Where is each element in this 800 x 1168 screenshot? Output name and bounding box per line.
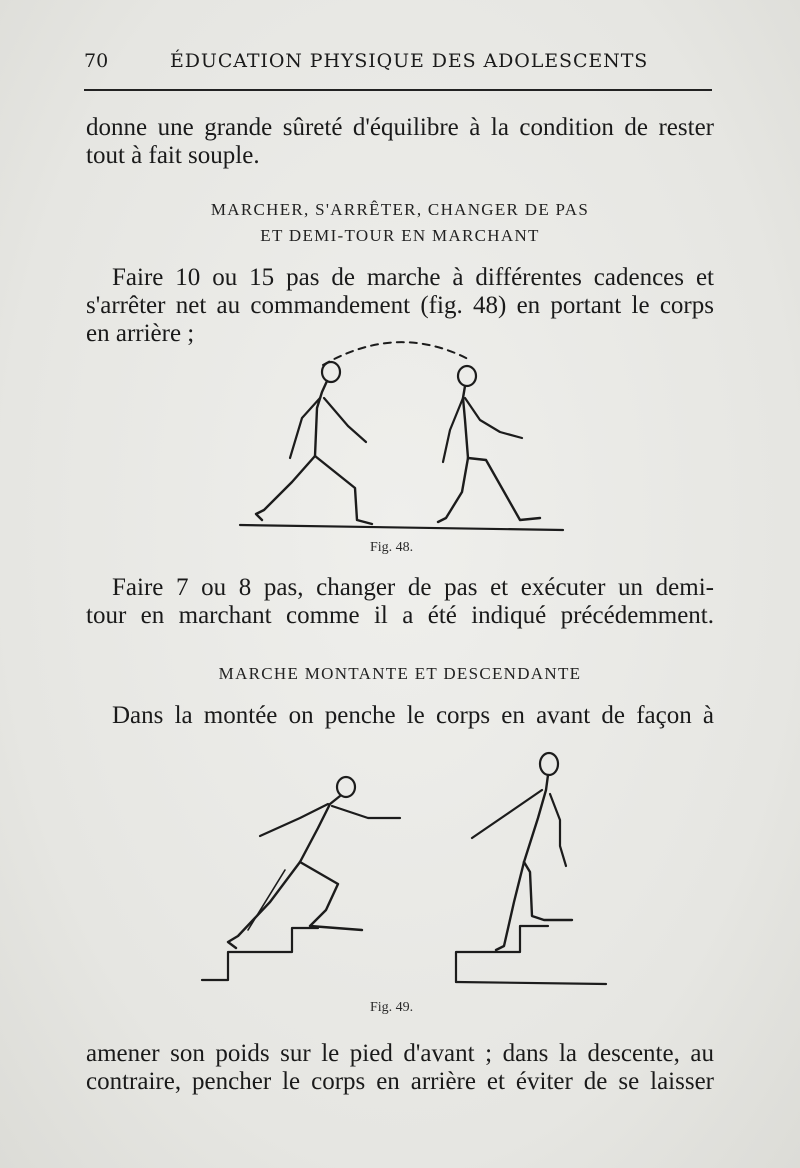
text-line: s'arrêter net au commandement (fig. 48) en portant le corps [86,292,714,319]
text-line: tour en marchant comme il a été indiqué précédemment. [86,602,714,629]
section-heading: ET DEMI-TOUR EN MARCHANT [260,226,540,245]
figure-48-caption: Fig. 48. [370,540,414,555]
running-title: ÉDUCATION PHYSIQUE DES ADOLESCENTS [170,50,649,72]
section-heading: MARCHER, S'ARRÊTER, CHANGER DE PAS [210,200,590,219]
text-line: donne une grande sûreté d'équilibre à la condition de rester [86,114,714,141]
text-line: en arrière ; [86,320,195,347]
text-line: Faire 7 ou 8 pas, changer de pas et exécuter un demi- [112,574,714,601]
section-heading: MARCHE MONTANTE ET DESCENDANTE [218,664,582,683]
text-line: contraire, pencher le corps en arrière et éviter de se laisser [86,1068,714,1095]
text-line: Faire 10 ou 15 pas de marche à différentes cadences et [112,264,714,291]
figure-49-caption: Fig. 49. [370,1000,414,1015]
text-line: amener son poids sur le pied d'avant ; dans la descente, au [86,1040,714,1067]
text-line: tout à fait souple. [86,142,260,169]
page-number: 70 [84,50,109,72]
text-line: Dans la montée on penche le corps en avant de façon à [112,702,714,729]
